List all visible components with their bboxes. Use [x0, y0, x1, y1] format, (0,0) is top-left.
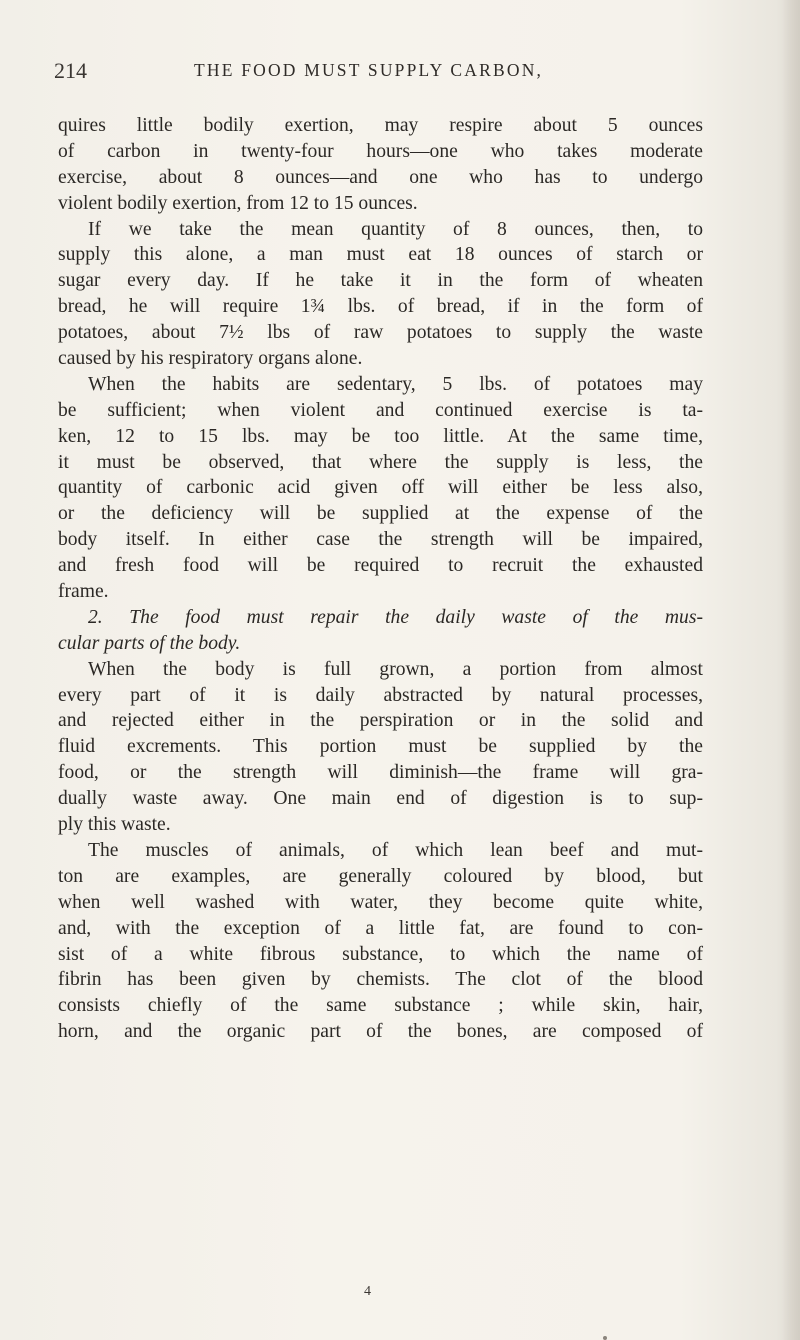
- running-title: THE FOOD MUST SUPPLY CARBON,: [194, 60, 544, 80]
- page-header: [54, 58, 734, 88]
- text-line: horn, and the organic part of the bones, are composed of: [58, 1021, 703, 1043]
- text-line: be sufficient; when violent and continued exercise is ta-: [58, 399, 703, 421]
- text-line: ken, 12 to 15 lbs. may be too little. At the same time,: [58, 425, 703, 447]
- text-line: caused by his respiratory organs alone.: [58, 348, 363, 370]
- paper-speck: [603, 1336, 607, 1340]
- text-line: and rejected either in the perspiration or in the solid and: [58, 710, 703, 732]
- section-heading-line: [58, 605, 703, 631]
- text-line: fibrin has been given by chemists. The clot of the blood: [58, 969, 703, 991]
- text-line: fluid excrements. This portion must be supplied by the: [58, 736, 703, 758]
- text-line: sist of a white fibrous substance, to which the name of: [58, 943, 703, 965]
- text-line: and fresh food will be required to recruit the exhausted: [58, 555, 703, 577]
- text-line: dually waste away. One main end of digestion is to sup-: [58, 788, 703, 810]
- section-heading-line: [58, 631, 703, 657]
- text-line: quires little bodily exertion, may respire about 5 ounces: [58, 115, 703, 136]
- text-line: frame.: [58, 581, 109, 603]
- text-line: it must be observed, that where the supply is less, the: [58, 451, 703, 473]
- text-line: ton are examples, are generally coloured by blood, but: [58, 865, 703, 887]
- text-line: If we take the mean quantity of 8 ounces, then, to: [88, 218, 703, 240]
- text-line: ply this waste.: [58, 814, 171, 836]
- text-line: exercise, about 8 ounces—and one who has to undergo: [58, 166, 703, 188]
- page-edge-shadow: [782, 0, 800, 1340]
- text-line: food, or the strength will diminish—the frame will gra-: [58, 762, 703, 784]
- page-number: 214: [54, 58, 87, 83]
- text-line: or the deficiency will be supplied at the expense of the: [58, 503, 703, 525]
- text-line: The muscles of animals, of which lean beef and mut-: [88, 839, 703, 861]
- text-line: bread, he will require 1¾ lbs. of bread, if in the form of: [58, 296, 703, 318]
- text-line: quantity of carbonic acid given off will either be less also,: [58, 477, 703, 499]
- section-heading-text: 2. The food must repair the daily waste of the mus-: [88, 606, 703, 628]
- text-line: When the habits are sedentary, 5 lbs. of potatoes may: [88, 373, 703, 395]
- text-line: body itself. In either case the strength will be impaired,: [58, 529, 703, 551]
- body-text: [58, 113, 703, 1045]
- signature-mark: 4: [364, 1284, 371, 1299]
- text-line: sugar every day. If he take it in the form of wheaten: [58, 270, 703, 292]
- text-line: consists chiefly of the same substance ; while skin, hair,: [58, 995, 703, 1017]
- text-line: of carbon in twenty-four hours—one who takes moderate: [58, 140, 703, 162]
- text-line: every part of it is daily abstracted by natural processes,: [58, 684, 703, 706]
- text-line: potatoes, about 7½ lbs of raw potatoes to supply the waste: [58, 322, 703, 344]
- text-line: violent bodily exertion, from 12 to 15 ounces.: [58, 192, 418, 214]
- text-line: When the body is full grown, a portion from almost: [88, 658, 703, 680]
- text-line: and, with the exception of a little fat, are found to con-: [58, 917, 703, 939]
- section-heading-text: cular parts of the body.: [58, 632, 241, 654]
- text-line: when well washed with water, they become quite white,: [58, 891, 703, 913]
- text-line: supply this alone, a man must eat 18 ounces of starch or: [58, 244, 703, 266]
